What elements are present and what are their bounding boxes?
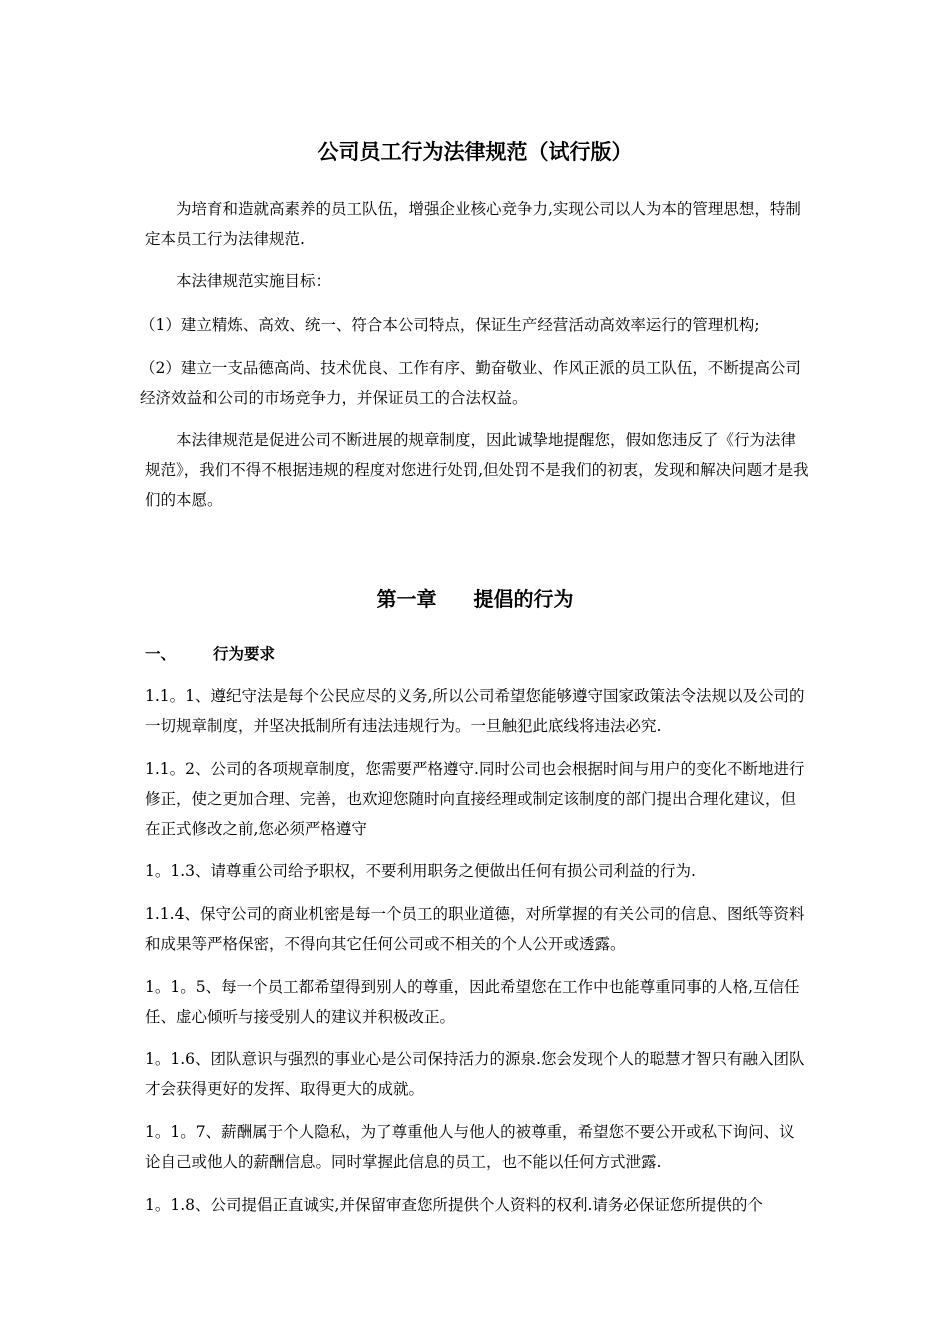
list-item: 1.1。1、遵纪守法是每个公民应尽的义务,所以公司希望您能够遵守国家政策法令法规以及公司的一切规章制度，并坚决抵制所有违法违规行为。一旦触犯此底线将违法必究.: [145, 687, 805, 735]
section-number: 一、: [145, 645, 177, 663]
section-heading: [145, 642, 275, 664]
intro-paragraph-goals-heading: 本法律规范实施目标：: [176, 272, 332, 290]
document-title: 公司员工行为法律规范（试行版）: [317, 140, 633, 164]
section-title: 行为要求: [213, 645, 276, 663]
chapter-number: 第一章: [376, 587, 437, 611]
intro-goal-1: （1）建立精炼、高效、统一、符合本公司特点，保证生产经营活动高效率运行的管理机构;: [140, 316, 760, 334]
list-item: 1。1.8、公司提倡正直诚实,并保留审查您所提供个人资料的权利.请务必保证您所提供的个: [145, 1196, 763, 1214]
list-item: 1.1。2、公司的各项规章制度，您需要严格遵守.同时公司也会根据时间与用户的变化不断地进行修正，使之更加合理、完善，也欢迎您随时向直接经理或制定该制度的部门提出合理化建议，但在正式修改之前,您必须严格遵守: [145, 760, 805, 838]
list-item: 1。1.6、团队意识与强烈的事业心是公司保持活力的源泉.您会发现个人的聪慧才智只有融入团队才会获得更好的发挥、取得更大的成就。: [145, 1050, 805, 1098]
intro-paragraph-purpose: 为培育和造就高素养的员工队伍，增强企业核心竞争力,实现公司以人为本的管理思想，特制定本员工行为法律规范.: [145, 200, 801, 248]
list-item: 1。1。7、薪酬属于个人隐私，为了尊重他人与他人的被尊重，希望您不要公开或私下询问、议论自己或他人的薪酬信息。同时掌握此信息的员工，也不能以任何方式泄露.: [145, 1123, 795, 1171]
intro-goal-2: （2）建立一支品德高尚、技术优良、工作有序、勤奋敬业、作风正派的员工队伍，不断提高公司经济效益和公司的市场竞争力，并保证员工的合法权益。: [140, 359, 801, 407]
list-item: 1.1.4、保守公司的商业机密是每一个员工的职业道德，对所掌握的有关公司的信息、图纸等资料和成果等严格保密，不得向其它任何公司或不相关的个人公开或透露。: [145, 905, 805, 953]
list-item: 1。1。5、每一个员工都希望得到别人的尊重，因此希望您在工作中也能尊重同事的人格,互信任任、虚心倾听与接受别人的建议并积极改正。: [145, 978, 800, 1026]
list-item: 1。1.3、请尊重公司给予职权，不要利用职务之便做出任何有损公司利益的行为.: [145, 862, 696, 880]
chapter-heading: [0, 583, 950, 612]
chapter-title: 提倡的行为: [473, 587, 574, 611]
intro-paragraph-notice: 本法律规范是促进公司不断进展的规章制度，因此诚挚地提醒您，假如您违反了《行为法律规范》，我们不得不根据违规的程度对您进行处罚,但处罚不是我们的初衷，发现和解决问题才是我们的本愿。: [145, 431, 809, 509]
